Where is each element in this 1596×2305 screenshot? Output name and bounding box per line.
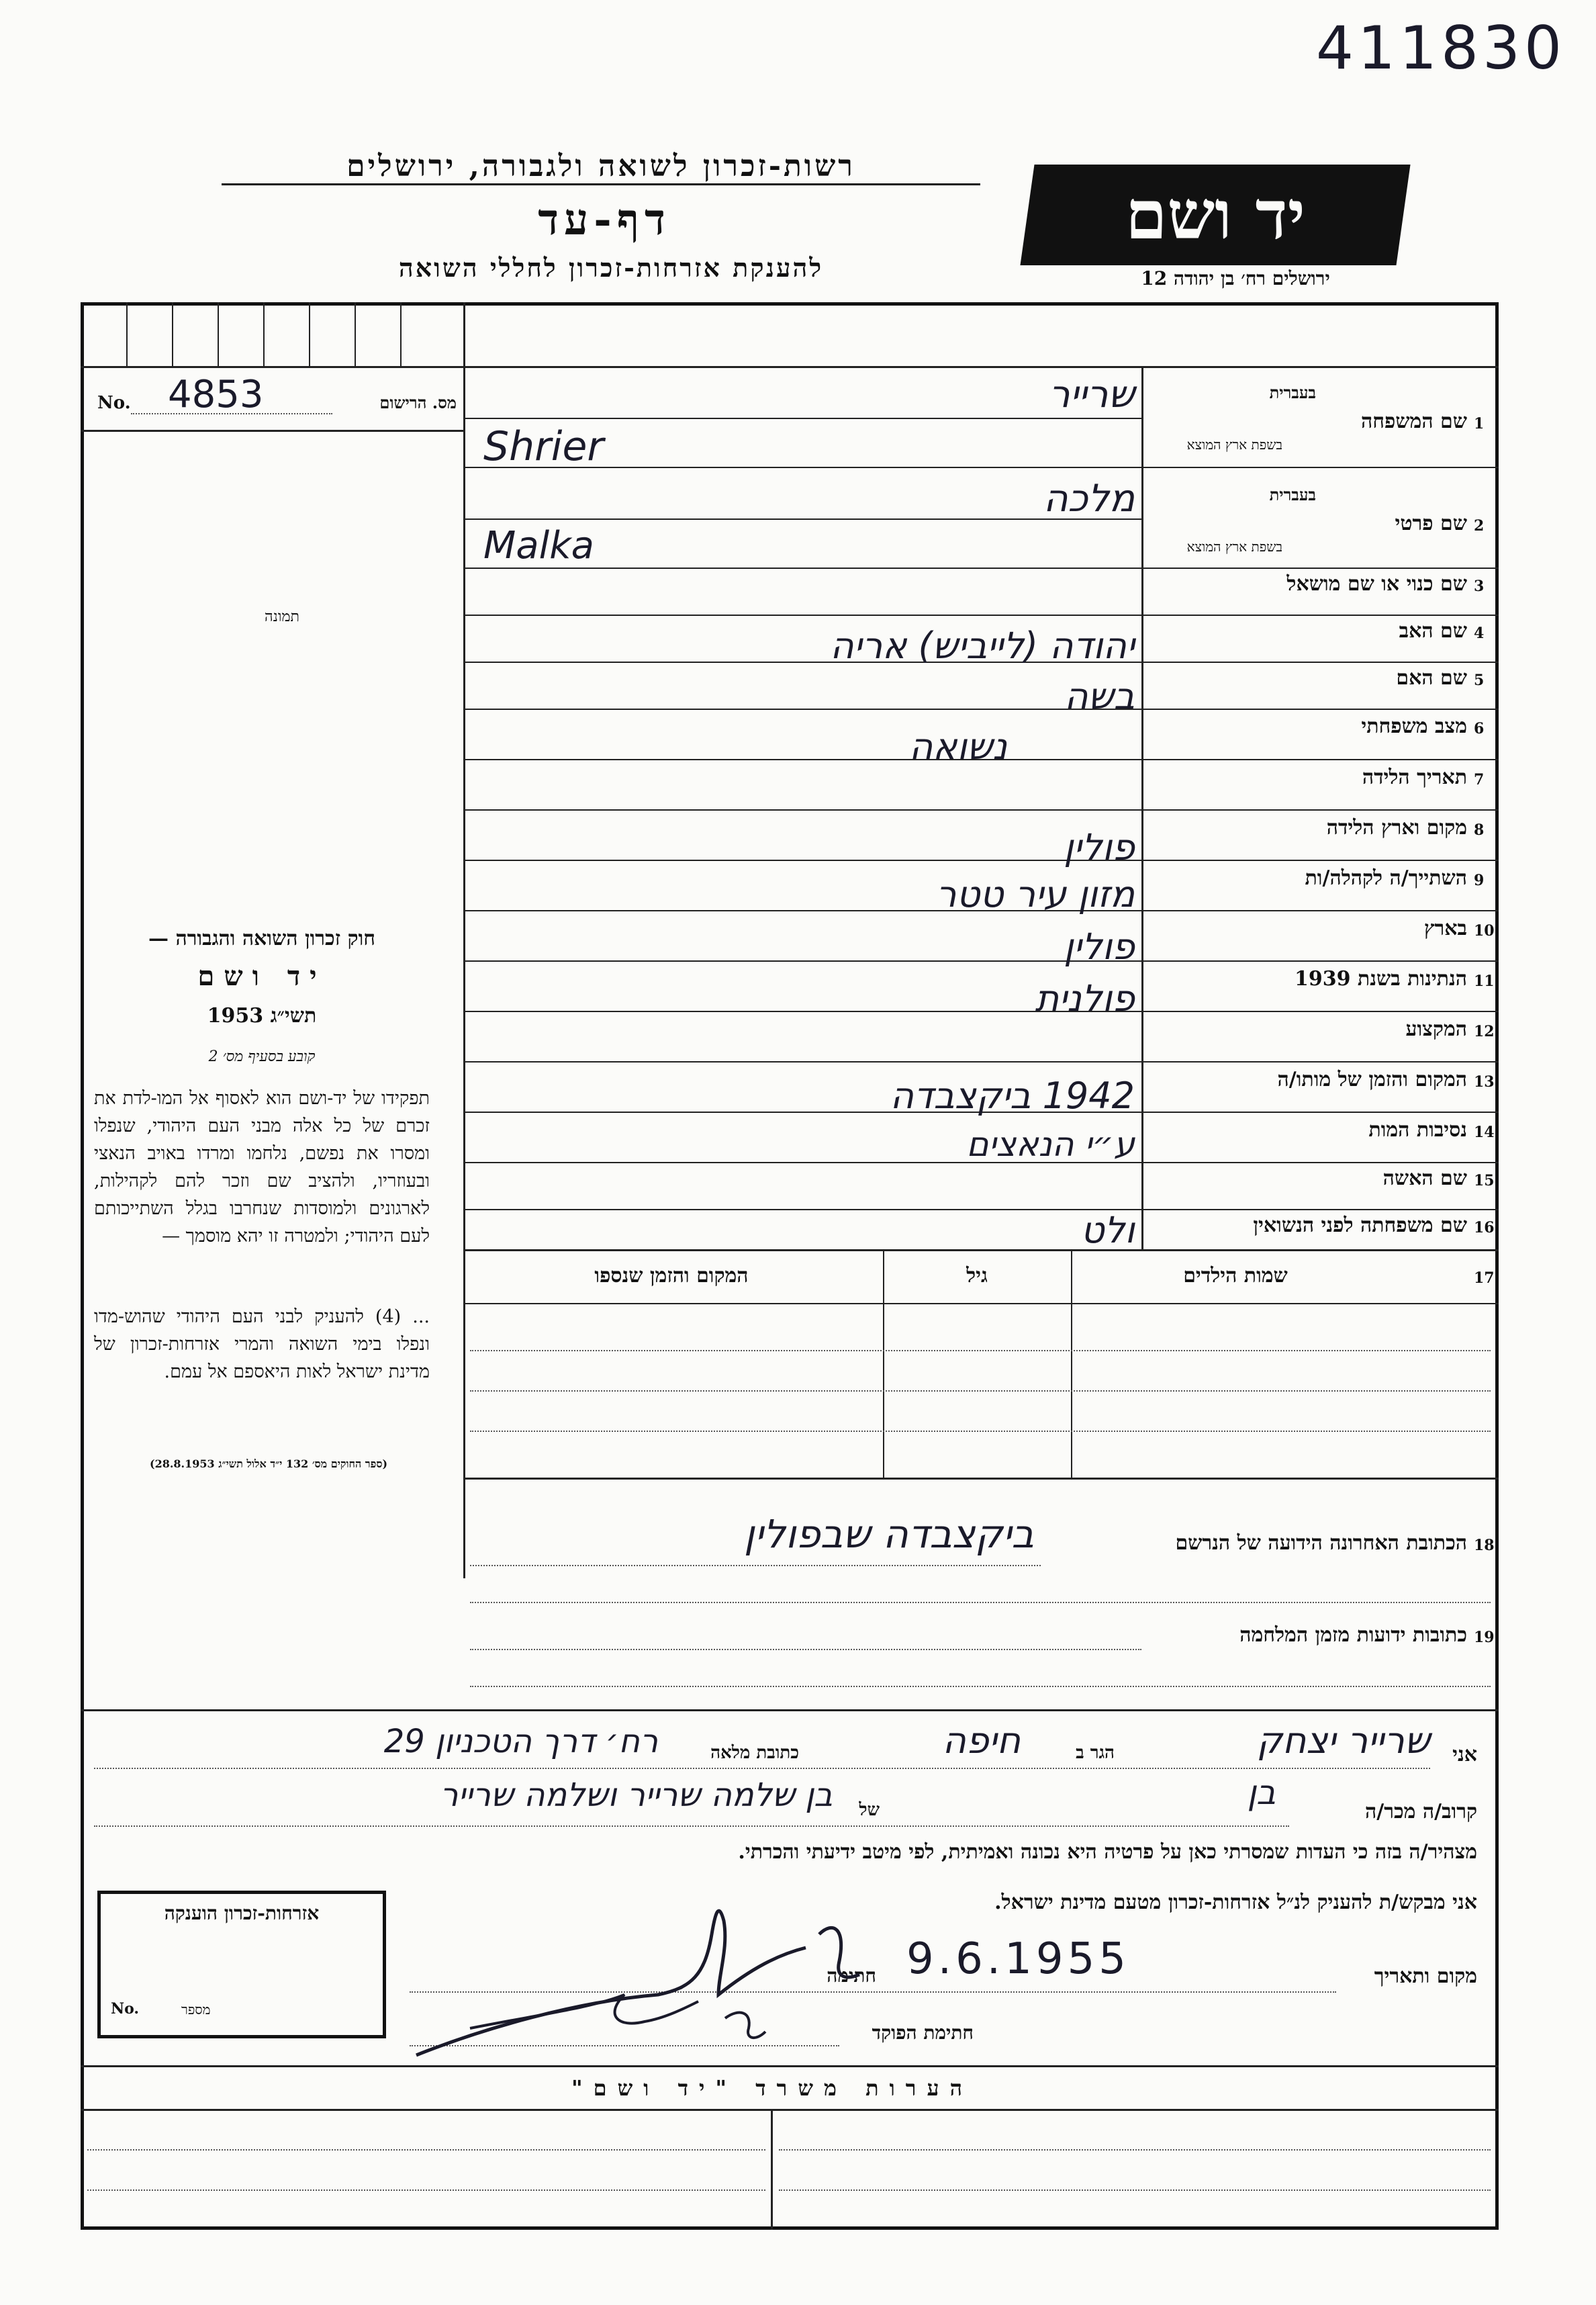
- field-value-latin: Malka: [483, 524, 594, 568]
- field-value: ביקצבדה שבפולין: [744, 1511, 1034, 1557]
- field-sub-hebrew: בעברית: [1269, 485, 1316, 504]
- office-notes-title: הערות משרד "יד ושם": [571, 2075, 974, 2101]
- field-number: 19: [1474, 1629, 1495, 1646]
- field-number: 3: [1474, 578, 1485, 595]
- law-name: יד ושם: [197, 960, 326, 992]
- field-number: 2: [1474, 517, 1485, 535]
- law-year: תשי״ג 1953: [207, 1004, 317, 1028]
- declarant-lives-label: הגר ב: [1076, 1743, 1115, 1763]
- declarant-i-label: אני: [1452, 1743, 1477, 1766]
- declarant-relative-label: קרוב/ה מכר/ה: [1365, 1800, 1477, 1823]
- field-number: 11: [1474, 973, 1495, 990]
- request-text: אני מבקש/ת להעניק לנ״ל אזרחות-זכרון מטעם מדינת ישראל.: [994, 1891, 1477, 1914]
- field-number: 8: [1474, 821, 1485, 839]
- citizenship-box: [97, 1891, 386, 2038]
- logo-text: יד ושם: [1125, 175, 1305, 255]
- field-value: פולין: [1064, 925, 1135, 968]
- law-text: תפקידו של יד-ושם הוא לאסוף אל המו-לדת את זכרם של כל אלה מבני העם היהודי, שנפלו ומסרו את נפשם, נלחמו ומרדו באויב הנאצי ובעוזריו, ולהציב שם וזכר להם לקהילות, לארגונים ולמוסדות שנחרבו בגלל השתייכותם לעם היהודי; ולמטרה זו יהא מוסמך —: [94, 1088, 430, 1247]
- field-value: נשואה: [909, 725, 1007, 768]
- declarant-name: שרייר יצחק: [1256, 1719, 1430, 1762]
- declarant-city: חיפה: [942, 1719, 1021, 1762]
- field-value: מלכה: [1043, 477, 1135, 521]
- declarant-of-label: של: [859, 1800, 880, 1820]
- citizenship-no-label: No.: [111, 2000, 140, 2018]
- law-text-2: ... (4) להעניק לבני העם היהודי שהוש-מדו ונפלו בימי השואה והמרי אזרחות-זכרון של מדינת ישראל לאות היאספם אל עמם.: [94, 1306, 430, 1382]
- field-sub-hebrew: בעברית: [1269, 383, 1316, 402]
- field-label: שם האשה: [1382, 1167, 1467, 1190]
- logo-address: ירושלים רח׳ בן יהודה 12: [1141, 267, 1330, 289]
- declaration-date: 9.6.1955: [906, 1934, 1130, 1984]
- field-number: 15: [1474, 1172, 1495, 1189]
- field-label: נסיבות המות: [1368, 1118, 1467, 1142]
- registration-no-label: No.: [97, 393, 131, 413]
- registration-label: מס. הרישום: [379, 393, 457, 412]
- law-title: חוק זכרון השואה והגבורה —: [148, 927, 375, 950]
- field-label: הנתינות בשנת 1939: [1294, 967, 1467, 991]
- field-number: 5: [1474, 672, 1485, 689]
- form-title: דף-עד: [538, 195, 671, 245]
- photo-label: תמונה: [265, 608, 299, 625]
- field-number: 12: [1474, 1023, 1495, 1040]
- children-col-age: גיל: [966, 1264, 988, 1287]
- field-number: 18: [1474, 1537, 1495, 1554]
- declarant-address-label: כתובת מלאה: [710, 1743, 799, 1763]
- field-number: 4: [1474, 625, 1485, 642]
- field-value: פולין: [1064, 826, 1135, 868]
- field-value: בשה: [1064, 675, 1135, 717]
- declaration-text: מצהיר/ה בזה כי העדות שמסרתי כאן על פרטיה היא נכונה ואמיתית, לפי מיטב ידיעתי והכרתי.: [738, 1840, 1477, 1864]
- field-value: ע״י הנאצים: [966, 1125, 1135, 1164]
- field-label: המקום והזמן של מותו/ה: [1277, 1068, 1467, 1091]
- field-value: מזון עיר טטר: [936, 873, 1135, 915]
- field-label: שם האם: [1396, 666, 1467, 690]
- declarant-relation-detail: בן שלמה שרייר ושלמה שרייר: [440, 1776, 833, 1814]
- signature-label: חתימה: [827, 1964, 876, 1987]
- children-col-place: המקום והזמן שנספו: [594, 1264, 749, 1287]
- declarant-signature: [403, 1894, 927, 2069]
- field-label: כתובות ידועות מזמן המלחמה: [1239, 1623, 1467, 1647]
- children-col-names: שמות הילדים: [1183, 1264, 1288, 1287]
- field-label: בארץ: [1423, 917, 1467, 940]
- field-value: יהודה (לייביש) אריה: [830, 625, 1135, 667]
- field-label: שם משפחתה לפני הנשואין: [1253, 1214, 1467, 1237]
- field-label: שם פרטי: [1395, 512, 1467, 535]
- officer-signature-label: חתימת הפוקד: [872, 2022, 974, 2044]
- field-label: שם כנוי או שם מושאל: [1286, 572, 1467, 596]
- authority-heading: רשות-זכרון לשואה ולגבורה, ירושלים: [222, 149, 980, 185]
- law-source: (ספר החוקים מס׳ 132 י״ד אלול תשי״ג 28.8.1953): [149, 1457, 388, 1470]
- yad-vashem-logo: [1020, 165, 1410, 265]
- field-number: 9: [1474, 872, 1485, 889]
- field-label: השתייך/ה לקהלה/ות: [1305, 866, 1467, 890]
- field-label: המקצוע: [1405, 1018, 1467, 1041]
- field-number: 13: [1474, 1073, 1495, 1091]
- field-number: 6: [1474, 720, 1485, 737]
- law-clause: קובע בסעיף מס׳ 2: [208, 1048, 316, 1065]
- place-date-label: מקום ותאריך: [1374, 1964, 1477, 1988]
- field-label: מצב משפחתי: [1361, 715, 1467, 738]
- field-number: 16: [1474, 1219, 1495, 1236]
- field-sub-origin: בשפת ארץ המוצא: [1186, 539, 1282, 555]
- field-value: שרייר: [1049, 373, 1135, 416]
- registration-number: 4853: [168, 373, 264, 416]
- field-number: 14: [1474, 1124, 1495, 1141]
- declarant-address: רח׳ דרך הטכניון 29: [383, 1723, 658, 1760]
- field-number: 10: [1474, 922, 1495, 940]
- field-sub-origin: בשפת ארץ המוצא: [1186, 437, 1282, 453]
- archive-number: 411830: [1316, 13, 1566, 83]
- field-number: 7: [1474, 771, 1485, 788]
- field-value-latin: Shrier: [483, 423, 604, 470]
- field-value: 1942 ביקצבדה: [890, 1075, 1135, 1117]
- form-subtitle: להענקת אזרחות-זכרון לחללי השואה: [398, 253, 824, 283]
- declarant-relation: בן: [1247, 1773, 1276, 1812]
- citizenship-title: אזרחות-זכרון הוענקה: [164, 1902, 320, 1924]
- field-label: מקום וארץ הלידה: [1326, 816, 1467, 840]
- field-label: שם המשפחה: [1360, 410, 1467, 433]
- field-label: שם האב: [1399, 619, 1467, 643]
- field-label: הכתובת האחרונה הידועה של הנרשם: [1175, 1531, 1467, 1555]
- citizenship-number-label: מספר: [181, 2001, 211, 2018]
- children-number: 17: [1474, 1269, 1495, 1287]
- field-value: ולט: [1080, 1209, 1135, 1251]
- field-value: פולנית: [1035, 977, 1135, 1020]
- field-label: תאריך הלידה: [1362, 766, 1467, 789]
- field-number: 1: [1474, 415, 1485, 433]
